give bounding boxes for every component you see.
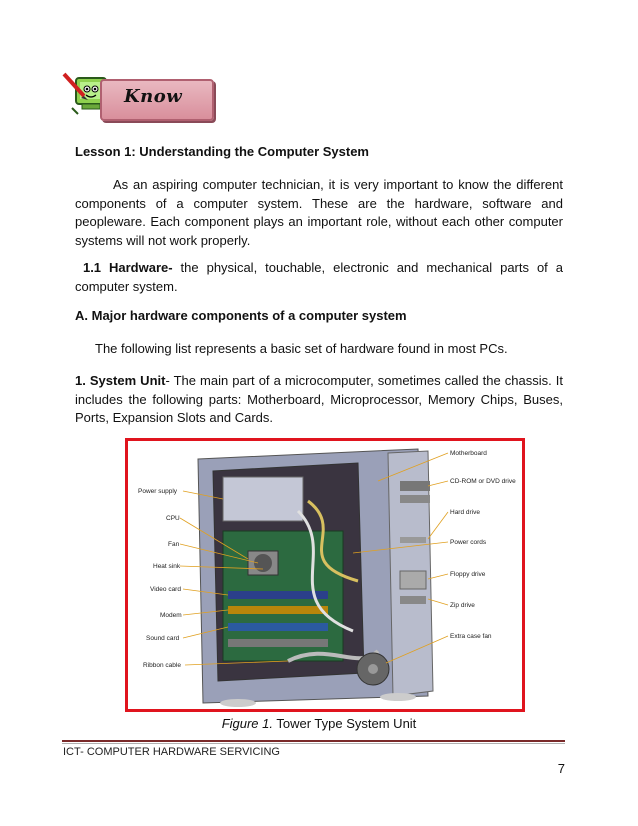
callout-cpu: CPU [166, 515, 180, 522]
callout-motherboard: Motherboard [450, 450, 487, 457]
hardware-definition [75, 259, 563, 296]
figure-caption [0, 716, 638, 731]
section-a-title: A. Major hardware components of a computer system [75, 308, 407, 323]
callout-power-supply: Power supply [138, 488, 178, 495]
callout-extra-case-fan: Extra case fan [450, 633, 492, 640]
callout-ribbon-cable: Ribbon cable [143, 662, 181, 669]
footer-course-title: ICT- COMPUTER HARDWARE SERVICING [63, 746, 280, 758]
footer-rule [62, 740, 565, 742]
list-intro: The following list represents a basic set of hardware found in most PCs. [95, 341, 508, 356]
callout-zip-drive: Zip drive [450, 602, 475, 609]
tower-system-unit-illustration [128, 441, 522, 709]
know-badge [62, 70, 212, 122]
callout-floppy-drive: Floppy drive [450, 571, 486, 578]
hardware-text: the physical, touchable, electronic and mechanical parts of a computer system. [75, 260, 563, 294]
callout-hard-drive: Hard drive [450, 509, 480, 516]
callout-heat-sink: Heat sink [153, 563, 181, 570]
footer-rule-thin [62, 743, 565, 744]
system-unit-figure [125, 438, 525, 712]
caption-label: Figure 1. [221, 716, 273, 731]
lesson-title: Lesson 1: Understanding the Computer System [75, 144, 369, 159]
know-label: Know [124, 86, 183, 107]
intro-paragraph: As an aspiring computer technician, it is very important to know the different components of a computer system. These are the hardware, software and peopleware. Each component plays an important role, without each other computer systems will not work properly. [75, 177, 563, 248]
system-unit-text: - The main part of a microcomputer, sometimes called the chassis. It includes the following parts: Motherboard, Microprocessor, Memory Chips, Buses, Ports, Expansion Slots and Cards. [75, 373, 563, 425]
callout-sound-card: Sound card [146, 635, 180, 642]
system-unit-term: 1. System Unit [75, 373, 166, 388]
callout-power-cords: Power cords [450, 539, 487, 546]
callout-video-card: Video card [150, 586, 181, 593]
system-unit-definition [75, 372, 563, 428]
callout-cd-rom: CD-ROM or DVD drive [450, 478, 516, 485]
hardware-term: 1.1 Hardware- [82, 260, 173, 275]
page-number: 7 [557, 761, 565, 776]
callout-modem: Modem [160, 612, 182, 619]
callout-fan: Fan [168, 541, 180, 548]
caption-text: Tower Type System Unit [273, 716, 417, 731]
